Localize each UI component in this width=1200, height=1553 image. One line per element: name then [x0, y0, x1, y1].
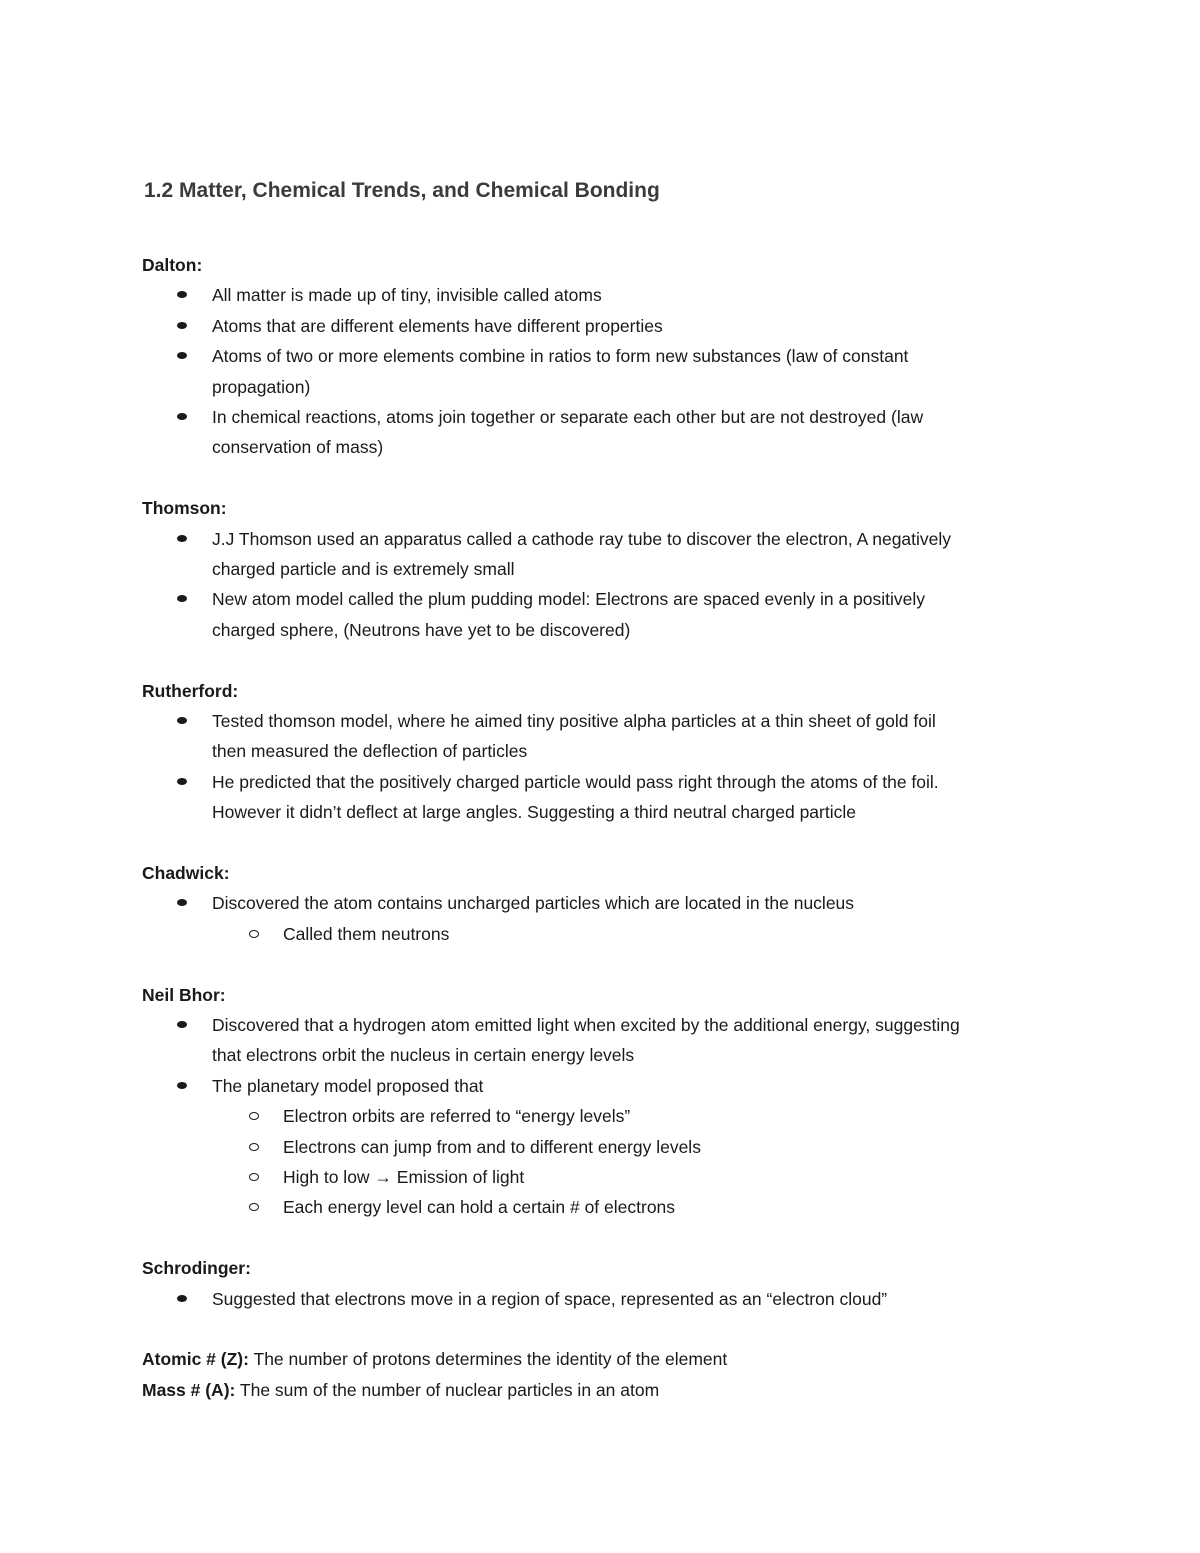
list-item-continuation [142, 554, 1072, 584]
list-item [142, 706, 1072, 736]
list-item-continuation [142, 736, 1072, 766]
list-item [142, 280, 1072, 310]
list-item-text: However it didn’t deflect at large angles. Suggesting a third neutral charged particle [212, 802, 856, 823]
list-item [142, 1010, 1072, 1040]
definition-term: Mass # (A): [142, 1379, 236, 1400]
list-item [142, 524, 1072, 554]
definition-mass-number [142, 1375, 1072, 1405]
sub-list-item [142, 919, 1072, 949]
spacer [142, 949, 1072, 979]
definition-atomic-number [142, 1344, 1072, 1374]
hollow-bullet-icon [249, 1173, 259, 1181]
sub-list-item-text: Called them neutrons [283, 923, 450, 944]
list-item [142, 402, 1072, 432]
definition-text: The number of protons determines the identity of the element [248, 1349, 728, 1370]
bullet-icon [177, 535, 187, 542]
hollow-bullet-icon [249, 1203, 259, 1211]
list-item-text: New atom model called the plum pudding model: Electrons are spaced evenly in a positively [212, 589, 926, 610]
list-item-text: J.J Thomson used an apparatus called a cathode ray tube to discover the electron, A negatively [212, 528, 952, 549]
spacer [142, 1314, 1072, 1344]
bullet-icon [177, 291, 187, 298]
list-item-text: The planetary model proposed that [212, 1075, 484, 1096]
list-item-text: charged sphere, (Neutrons have yet to be discovered) [212, 619, 631, 640]
list-item-text: Atoms that are different elements have different properties [212, 315, 663, 336]
definition-term: Atomic # (Z): [142, 1349, 249, 1370]
list-item-text: that electrons orbit the nucleus in certain energy levels [212, 1045, 635, 1066]
spacer [142, 1223, 1072, 1253]
sub-list-item-text: High to low → Emission of light [283, 1167, 525, 1188]
spacer [142, 463, 1072, 493]
bullet-icon [177, 413, 187, 420]
list-item-text: then measured the deflection of particles [212, 741, 528, 762]
bullet-icon [177, 1295, 187, 1302]
section-heading-chadwick: Chadwick: [142, 863, 230, 884]
list-item-continuation [142, 615, 1072, 645]
list-item-text: He predicted that the positively charged particle would pass right through the atoms of the foil. [212, 771, 939, 792]
sub-list-item [142, 1162, 1072, 1192]
section-heading-thomson: Thomson: [142, 498, 227, 519]
spacer [142, 645, 1072, 675]
bullet-icon [177, 1021, 187, 1028]
section-heading-schrodinger: Schrodinger: [142, 1258, 251, 1279]
bullet-icon [177, 322, 187, 329]
definition-text: The sum of the number of nuclear particles in an atom [235, 1379, 660, 1400]
sub-list-item-text: Electron orbits are referred to “energy levels” [283, 1106, 631, 1127]
spacer [142, 828, 1072, 858]
list-item [142, 767, 1072, 797]
list-item-text: Suggested that electrons move in a region of space, represented as an “electron cloud” [212, 1288, 888, 1309]
document-title: 1.2 Matter, Chemical Trends, and Chemical Bonding [144, 179, 660, 202]
list-item-text: Discovered that a hydrogen atom emitted light when excited by the additional energy, suggesting [212, 1015, 960, 1036]
hollow-bullet-icon [249, 930, 259, 938]
bullet-icon [177, 595, 187, 602]
list-item-text: Tested thomson model, where he aimed tiny positive alpha particles at a thin sheet of gold foil [212, 711, 936, 732]
sub-list-item [142, 1192, 1072, 1222]
document-page [142, 174, 1072, 1405]
section-heading-bohr: Neil Bhor: [142, 984, 226, 1005]
bullet-icon [177, 717, 187, 724]
sub-list-item [142, 1132, 1072, 1162]
bullet-icon [177, 352, 187, 359]
spacer [142, 208, 1072, 250]
list-item-text: conservation of mass) [212, 437, 384, 458]
list-item [142, 311, 1072, 341]
list-item [142, 1284, 1072, 1314]
list-item-text: Discovered the atom contains uncharged particles which are located in the nucleus [212, 893, 855, 914]
list-item [142, 888, 1072, 918]
list-item-continuation [142, 797, 1072, 827]
sub-list-item-text: Electrons can jump from and to different energy levels [283, 1136, 701, 1157]
list-item [142, 584, 1072, 614]
list-item-text: All matter is made up of tiny, invisible called atoms [212, 285, 602, 306]
list-item-text: charged particle and is extremely small [212, 559, 515, 580]
list-item-text: propagation) [212, 376, 311, 397]
list-item-text: In chemical reactions, atoms join together or separate each other but are not destroyed (law [212, 407, 924, 428]
sub-list-item [142, 1101, 1072, 1131]
section-heading-rutherford: Rutherford: [142, 680, 239, 701]
list-item [142, 1071, 1072, 1101]
bullet-icon [177, 778, 187, 785]
list-item-continuation [142, 372, 1072, 402]
list-item [142, 341, 1072, 371]
section-heading-dalton: Dalton: [142, 255, 203, 275]
list-item-text: Atoms of two or more elements combine in ratios to form new substances (law of constant [212, 346, 909, 367]
sub-list-item-text: Each energy level can hold a certain # of electrons [283, 1197, 676, 1218]
list-item-continuation [142, 432, 1072, 462]
list-item-continuation [142, 1040, 1072, 1070]
hollow-bullet-icon [249, 1143, 259, 1151]
bullet-icon [177, 1082, 187, 1089]
bullet-icon [177, 899, 187, 906]
hollow-bullet-icon [249, 1112, 259, 1120]
